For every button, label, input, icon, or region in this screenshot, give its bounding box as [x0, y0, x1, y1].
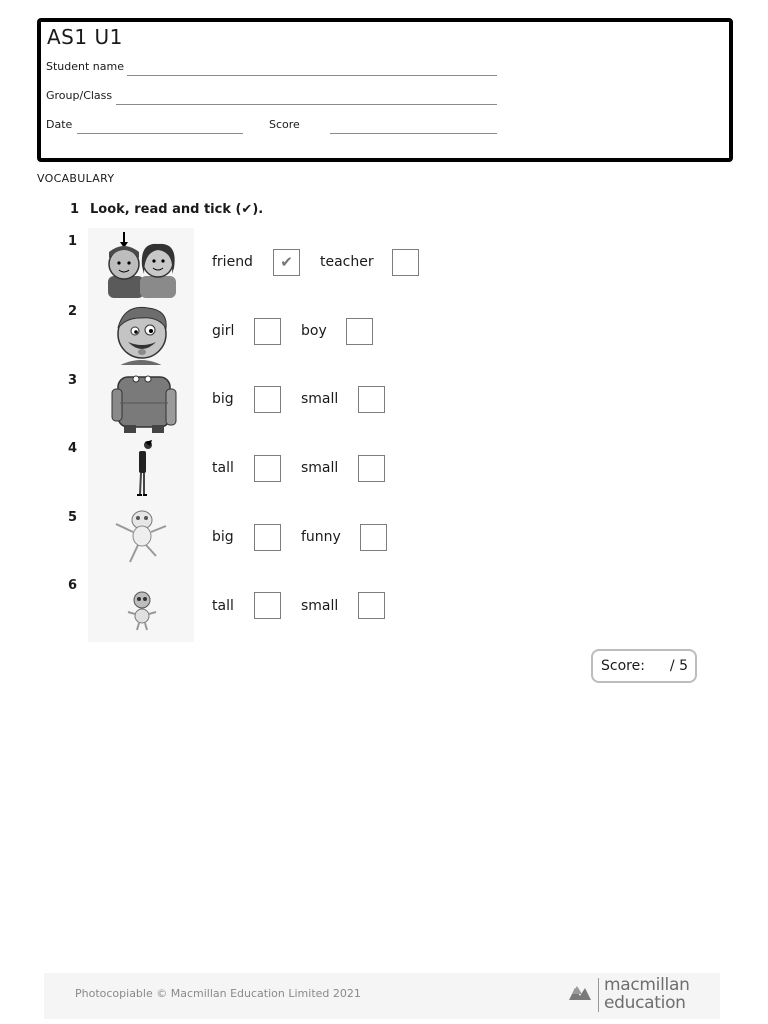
tick-box[interactable]	[254, 592, 281, 619]
brand-line-1: macmillan	[604, 975, 690, 995]
item-picture-robot	[88, 570, 194, 642]
friends-icon	[88, 228, 194, 300]
item-number: 4	[68, 441, 78, 456]
option-word: tall	[212, 460, 234, 476]
date-label: Date	[46, 118, 73, 131]
tick-box[interactable]	[254, 386, 281, 413]
page-title: AS1 U1	[47, 25, 123, 49]
option-word: tall	[212, 598, 234, 614]
item-picture-boy	[88, 298, 194, 370]
instruction-text: Look, read and tick (✔).	[90, 202, 264, 217]
macmillan-logo-icon	[568, 982, 594, 1004]
tick-box[interactable]: ✔	[273, 249, 300, 276]
item-number: 5	[68, 510, 78, 525]
exercise-instruction	[70, 202, 263, 217]
item-picture-creature	[88, 502, 194, 574]
robot-icon	[88, 570, 194, 642]
exercise-number: 1	[70, 202, 80, 217]
item-picture-friends	[88, 228, 194, 300]
tick-box[interactable]	[358, 455, 385, 482]
section-heading: VOCABULARY	[37, 172, 115, 185]
tick-box[interactable]	[392, 249, 419, 276]
boy-icon	[88, 298, 194, 370]
option-word: friend	[212, 254, 253, 270]
score-field[interactable]	[330, 133, 497, 134]
tick-box[interactable]	[254, 455, 281, 482]
score-box-max: / 5	[669, 658, 688, 674]
tick-box[interactable]	[254, 318, 281, 345]
item-number: 1	[68, 234, 78, 249]
creature-icon	[88, 502, 194, 574]
tick-box[interactable]	[358, 592, 385, 619]
option-word: boy	[301, 323, 327, 339]
option-word: big	[212, 391, 234, 407]
option-word: small	[301, 391, 339, 407]
score-box-label: Score:	[601, 658, 645, 674]
group-class-field[interactable]	[116, 104, 497, 105]
item-number: 3	[68, 373, 78, 388]
item-picture-tall-person	[88, 434, 194, 506]
option-word: teacher	[320, 254, 374, 270]
student-name-label: Student name	[46, 60, 124, 73]
option-word: small	[301, 598, 339, 614]
monster-icon	[88, 365, 194, 437]
item-number: 2	[68, 304, 78, 319]
macmillan-education-logo	[568, 976, 692, 1016]
option-word: small	[301, 460, 339, 476]
tick-box[interactable]	[254, 524, 281, 551]
group-class-label: Group/Class	[46, 89, 113, 102]
brand-text	[604, 976, 690, 1012]
tick-box[interactable]	[358, 386, 385, 413]
item-picture-monster	[88, 365, 194, 437]
brand-line-2: education	[604, 993, 686, 1013]
option-word: big	[212, 529, 234, 545]
tick-box[interactable]	[360, 524, 387, 551]
page-footer	[44, 973, 720, 1019]
score-label: Score	[269, 118, 300, 131]
tall-person-icon	[88, 434, 194, 506]
student-info-box	[37, 18, 733, 162]
tick-box[interactable]	[346, 318, 373, 345]
option-word: girl	[212, 323, 235, 339]
date-field[interactable]	[77, 133, 243, 134]
copyright-text: Photocopiable © Macmillan Education Limited 2021	[75, 987, 361, 1000]
exercise-score-box	[591, 649, 697, 683]
option-word: funny	[301, 529, 341, 545]
item-number: 6	[68, 578, 78, 593]
student-name-field[interactable]	[127, 75, 497, 76]
